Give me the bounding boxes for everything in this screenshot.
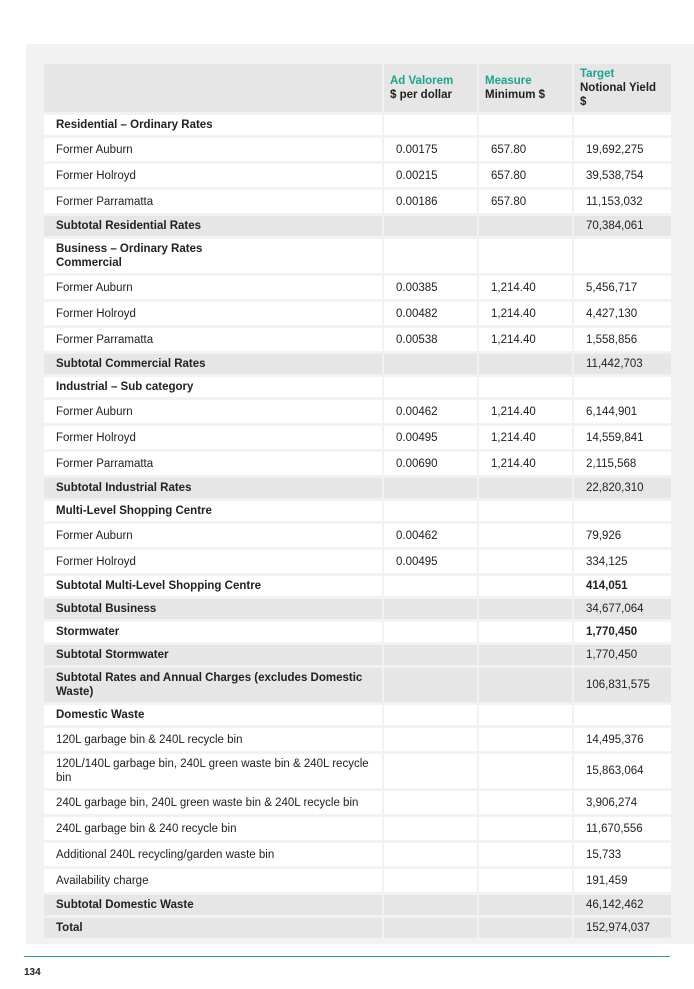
measure-cell: [479, 728, 572, 751]
ad-valorem-cell: 0.00186: [384, 190, 477, 213]
yield-cell: 15,863,064: [574, 754, 671, 788]
measure-cell: [479, 354, 572, 374]
row-label: Subtotal Industrial Rates: [44, 478, 382, 498]
yield-cell: 5,456,717: [574, 276, 671, 299]
measure-cell: [479, 576, 572, 596]
yield-cell: 46,142,462: [574, 895, 671, 915]
measure-cell: [479, 501, 572, 521]
row-label: Subtotal Rates and Annual Charges (excludes Domestic Waste): [44, 668, 382, 702]
yield-cell: 1,558,856: [574, 328, 671, 351]
subtotal-row: [44, 645, 671, 665]
footer-divider: [24, 956, 670, 957]
header-ad-valorem: Ad Valorem $ per dollar: [384, 64, 477, 112]
yield-cell: 1,770,450: [574, 645, 671, 665]
table-row: [44, 400, 671, 423]
table-row: [44, 791, 671, 814]
measure-cell: [479, 918, 572, 938]
row-label: Domestic Waste: [44, 705, 382, 725]
table-row: [44, 754, 671, 788]
ad-valorem-cell: [384, 817, 477, 840]
measure-cell: 1,214.40: [479, 328, 572, 351]
table-row: [44, 843, 671, 866]
table-row: [44, 164, 671, 187]
ad-valorem-cell: 0.00538: [384, 328, 477, 351]
ad-valorem-cell: [384, 645, 477, 665]
measure-cell: [479, 895, 572, 915]
ad-valorem-cell: [384, 869, 477, 892]
ad-valorem-cell: 0.00462: [384, 524, 477, 547]
table-row: [44, 728, 671, 751]
row-label: Availability charge: [44, 869, 382, 892]
measure-cell: [479, 550, 572, 573]
row-label: Former Holroyd: [44, 426, 382, 449]
yield-cell: 191,459: [574, 869, 671, 892]
measure-cell: 1,214.40: [479, 400, 572, 423]
section-row: [44, 377, 671, 397]
measure-cell: [479, 599, 572, 619]
ad-valorem-cell: 0.00462: [384, 400, 477, 423]
row-label: Former Auburn: [44, 524, 382, 547]
section-row: [44, 115, 671, 135]
measure-cell: [479, 791, 572, 814]
subtotal-row: [44, 918, 671, 938]
table-row: [44, 869, 671, 892]
yield-cell: 39,538,754: [574, 164, 671, 187]
row-label: Former Auburn: [44, 400, 382, 423]
row-label: Former Holroyd: [44, 550, 382, 573]
row-label: Former Auburn: [44, 138, 382, 161]
measure-cell: 1,214.40: [479, 452, 572, 475]
yield-cell: [574, 239, 671, 273]
yield-cell: [574, 377, 671, 397]
section-row: [44, 576, 671, 596]
ad-valorem-cell: [384, 705, 477, 725]
row-label: 120L/140L garbage bin, 240L green waste bin & 240L recycle bin: [44, 754, 382, 788]
row-label: Multi-Level Shopping Centre: [44, 501, 382, 521]
subtotal-row: [44, 599, 671, 619]
yield-cell: 11,442,703: [574, 354, 671, 374]
page-number: 134: [24, 967, 41, 978]
header-blank-cell: [44, 64, 382, 112]
section-row: [44, 705, 671, 725]
yield-cell: 14,559,841: [574, 426, 671, 449]
row-label: Subtotal Residential Rates: [44, 216, 382, 236]
measure-cell: [479, 216, 572, 236]
table-row: [44, 302, 671, 325]
ad-valorem-cell: [384, 216, 477, 236]
row-label: Former Parramatta: [44, 190, 382, 213]
row-label: Subtotal Multi-Level Shopping Centre: [44, 576, 382, 596]
yield-cell: 70,384,061: [574, 216, 671, 236]
row-label: Residential – Ordinary Rates: [44, 115, 382, 135]
ad-valorem-cell: [384, 791, 477, 814]
yield-cell: 79,926: [574, 524, 671, 547]
ad-valorem-cell: [384, 728, 477, 751]
measure-cell: [479, 754, 572, 788]
table-row: [44, 190, 671, 213]
ad-valorem-cell: [384, 377, 477, 397]
yield-cell: 4,427,130: [574, 302, 671, 325]
row-label: Additional 240L recycling/garden waste bin: [44, 843, 382, 866]
yield-cell: 414,051: [574, 576, 671, 596]
row-label: Former Holroyd: [44, 164, 382, 187]
row-label: Industrial – Sub category: [44, 377, 382, 397]
measure-cell: [479, 843, 572, 866]
yield-cell: 152,974,037: [574, 918, 671, 938]
ad-valorem-cell: [384, 599, 477, 619]
row-label: Former Holroyd: [44, 302, 382, 325]
yield-cell: [574, 115, 671, 135]
subtotal-row: [44, 478, 671, 498]
row-label: Stormwater: [44, 622, 382, 642]
table-row: [44, 524, 671, 547]
table-header-row: [44, 64, 671, 112]
yield-cell: 334,125: [574, 550, 671, 573]
ad-valorem-cell: [384, 115, 477, 135]
ad-valorem-cell: [384, 668, 477, 702]
ad-valorem-cell: 0.00690: [384, 452, 477, 475]
ad-valorem-cell: [384, 843, 477, 866]
ad-valorem-cell: [384, 501, 477, 521]
measure-cell: 657.80: [479, 164, 572, 187]
yield-cell: 3,906,274: [574, 791, 671, 814]
subtotal-row: [44, 668, 671, 702]
ad-valorem-cell: [384, 754, 477, 788]
ad-valorem-cell: [384, 895, 477, 915]
yield-cell: 106,831,575: [574, 668, 671, 702]
row-label: Subtotal Stormwater: [44, 645, 382, 665]
header-target-yield: Target Notional Yield $: [574, 64, 671, 112]
measure-cell: [479, 239, 572, 273]
yield-cell: 11,670,556: [574, 817, 671, 840]
measure-cell: 657.80: [479, 138, 572, 161]
measure-cell: [479, 705, 572, 725]
yield-cell: [574, 705, 671, 725]
yield-cell: 15,733: [574, 843, 671, 866]
row-label: Business – Ordinary Rates Commercial: [44, 239, 382, 273]
table-row: [44, 426, 671, 449]
row-label: Former Parramatta: [44, 452, 382, 475]
yield-cell: 1,770,450: [574, 622, 671, 642]
ad-valorem-cell: [384, 576, 477, 596]
measure-cell: [479, 817, 572, 840]
row-label: 120L garbage bin & 240L recycle bin: [44, 728, 382, 751]
ad-valorem-cell: 0.00385: [384, 276, 477, 299]
row-label: Subtotal Domestic Waste: [44, 895, 382, 915]
measure-cell: [479, 377, 572, 397]
yield-cell: 14,495,376: [574, 728, 671, 751]
table-body: [44, 115, 671, 938]
row-label: Subtotal Commercial Rates: [44, 354, 382, 374]
section-row: [44, 622, 671, 642]
table-row: [44, 550, 671, 573]
yield-cell: 19,692,275: [574, 138, 671, 161]
subtotal-row: [44, 216, 671, 236]
row-label: 240L garbage bin, 240L green waste bin & 240L recycle bin: [44, 791, 382, 814]
measure-cell: [479, 115, 572, 135]
row-label: 240L garbage bin & 240 recycle bin: [44, 817, 382, 840]
ad-valorem-cell: 0.00215: [384, 164, 477, 187]
yield-cell: 2,115,568: [574, 452, 671, 475]
yield-cell: 11,153,032: [574, 190, 671, 213]
table-row: [44, 276, 671, 299]
measure-cell: 1,214.40: [479, 426, 572, 449]
measure-cell: [479, 645, 572, 665]
ad-valorem-cell: 0.00495: [384, 550, 477, 573]
subtotal-row: [44, 895, 671, 915]
header-measure: Measure Minimum $: [479, 64, 572, 112]
ad-valorem-cell: 0.00175: [384, 138, 477, 161]
yield-cell: 34,677,064: [574, 599, 671, 619]
rates-table: [42, 61, 673, 941]
measure-cell: [479, 622, 572, 642]
yield-cell: [574, 501, 671, 521]
ad-valorem-cell: [384, 239, 477, 273]
measure-cell: 1,214.40: [479, 276, 572, 299]
row-label: Total: [44, 918, 382, 938]
measure-cell: [479, 869, 572, 892]
ad-valorem-cell: [384, 622, 477, 642]
table-row: [44, 452, 671, 475]
row-label: Former Auburn: [44, 276, 382, 299]
measure-cell: [479, 668, 572, 702]
ad-valorem-cell: 0.00482: [384, 302, 477, 325]
table-row: [44, 817, 671, 840]
row-label: Former Parramatta: [44, 328, 382, 351]
yield-cell: 6,144,901: [574, 400, 671, 423]
section-row: [44, 501, 671, 521]
measure-cell: [479, 478, 572, 498]
measure-cell: [479, 524, 572, 547]
yield-cell: 22,820,310: [574, 478, 671, 498]
measure-cell: 1,214.40: [479, 302, 572, 325]
table-row: [44, 138, 671, 161]
ad-valorem-cell: 0.00495: [384, 426, 477, 449]
ad-valorem-cell: [384, 918, 477, 938]
ad-valorem-cell: [384, 478, 477, 498]
section-row: [44, 239, 671, 273]
row-label: Subtotal Business: [44, 599, 382, 619]
measure-cell: 657.80: [479, 190, 572, 213]
subtotal-row: [44, 354, 671, 374]
table-row: [44, 328, 671, 351]
ad-valorem-cell: [384, 354, 477, 374]
